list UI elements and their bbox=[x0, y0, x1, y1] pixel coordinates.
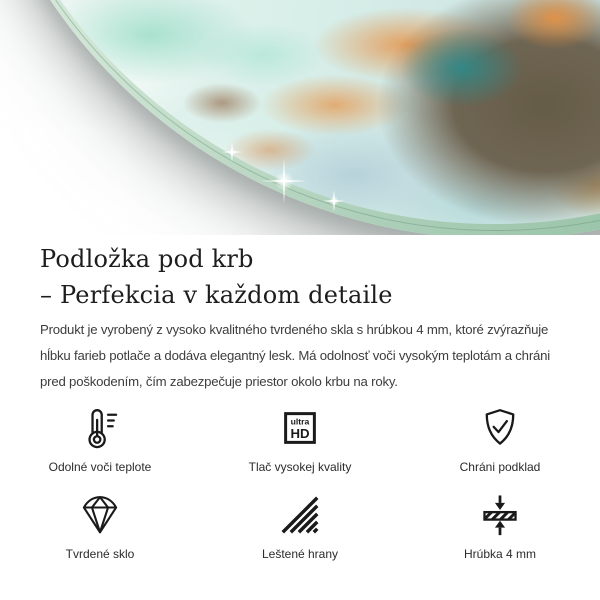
feature-polished-edges bbox=[200, 492, 400, 561]
feature-label: Tvrdené sklo bbox=[65, 547, 135, 561]
marble-print-artwork bbox=[0, 0, 600, 224]
shield-check-icon bbox=[477, 405, 523, 451]
feature-thickness bbox=[400, 492, 600, 561]
diamond-icon bbox=[77, 492, 123, 538]
feature-label: Leštené hrany bbox=[261, 547, 339, 561]
svg-text:ultra: ultra bbox=[290, 416, 310, 427]
page-title: Podložka pod krb – Perfekcia v každom detaile bbox=[40, 245, 393, 309]
feature-label: Tlač vysokej kvality bbox=[248, 460, 352, 474]
feature-label: Odolné voči teplote bbox=[48, 460, 152, 474]
thickness-icon bbox=[477, 492, 523, 538]
feature-hd-print bbox=[200, 405, 400, 474]
product-text-block bbox=[0, 235, 600, 395]
polished-edges-icon bbox=[277, 492, 323, 538]
feature-heat-resistant bbox=[0, 405, 200, 474]
ultra-hd-icon bbox=[277, 405, 323, 451]
product-hero-image bbox=[0, 0, 600, 235]
feature-grid bbox=[0, 405, 600, 561]
feature-label: Hrúbka 4 mm bbox=[463, 547, 537, 561]
feature-label: Chráni podklad bbox=[459, 460, 541, 474]
svg-text:HD: HD bbox=[290, 425, 310, 441]
feature-protects-surface bbox=[400, 405, 600, 474]
feature-tempered-glass bbox=[0, 492, 200, 561]
thermometer-icon bbox=[77, 405, 123, 451]
product-description: Produkt je vyrobený z vysoko kvalitného tvrdeného skla s hrúbkou 4 mm, ktoré zvýrazňuje hĺbku farieb potlače a dodáva elegantný lesk. Má odolnosť voči vysokým teplotám a chráni pred poškodením, čím zabezpečuje priestor okolo krbu na roky. bbox=[40, 322, 551, 389]
glass-panel bbox=[0, 0, 600, 224]
